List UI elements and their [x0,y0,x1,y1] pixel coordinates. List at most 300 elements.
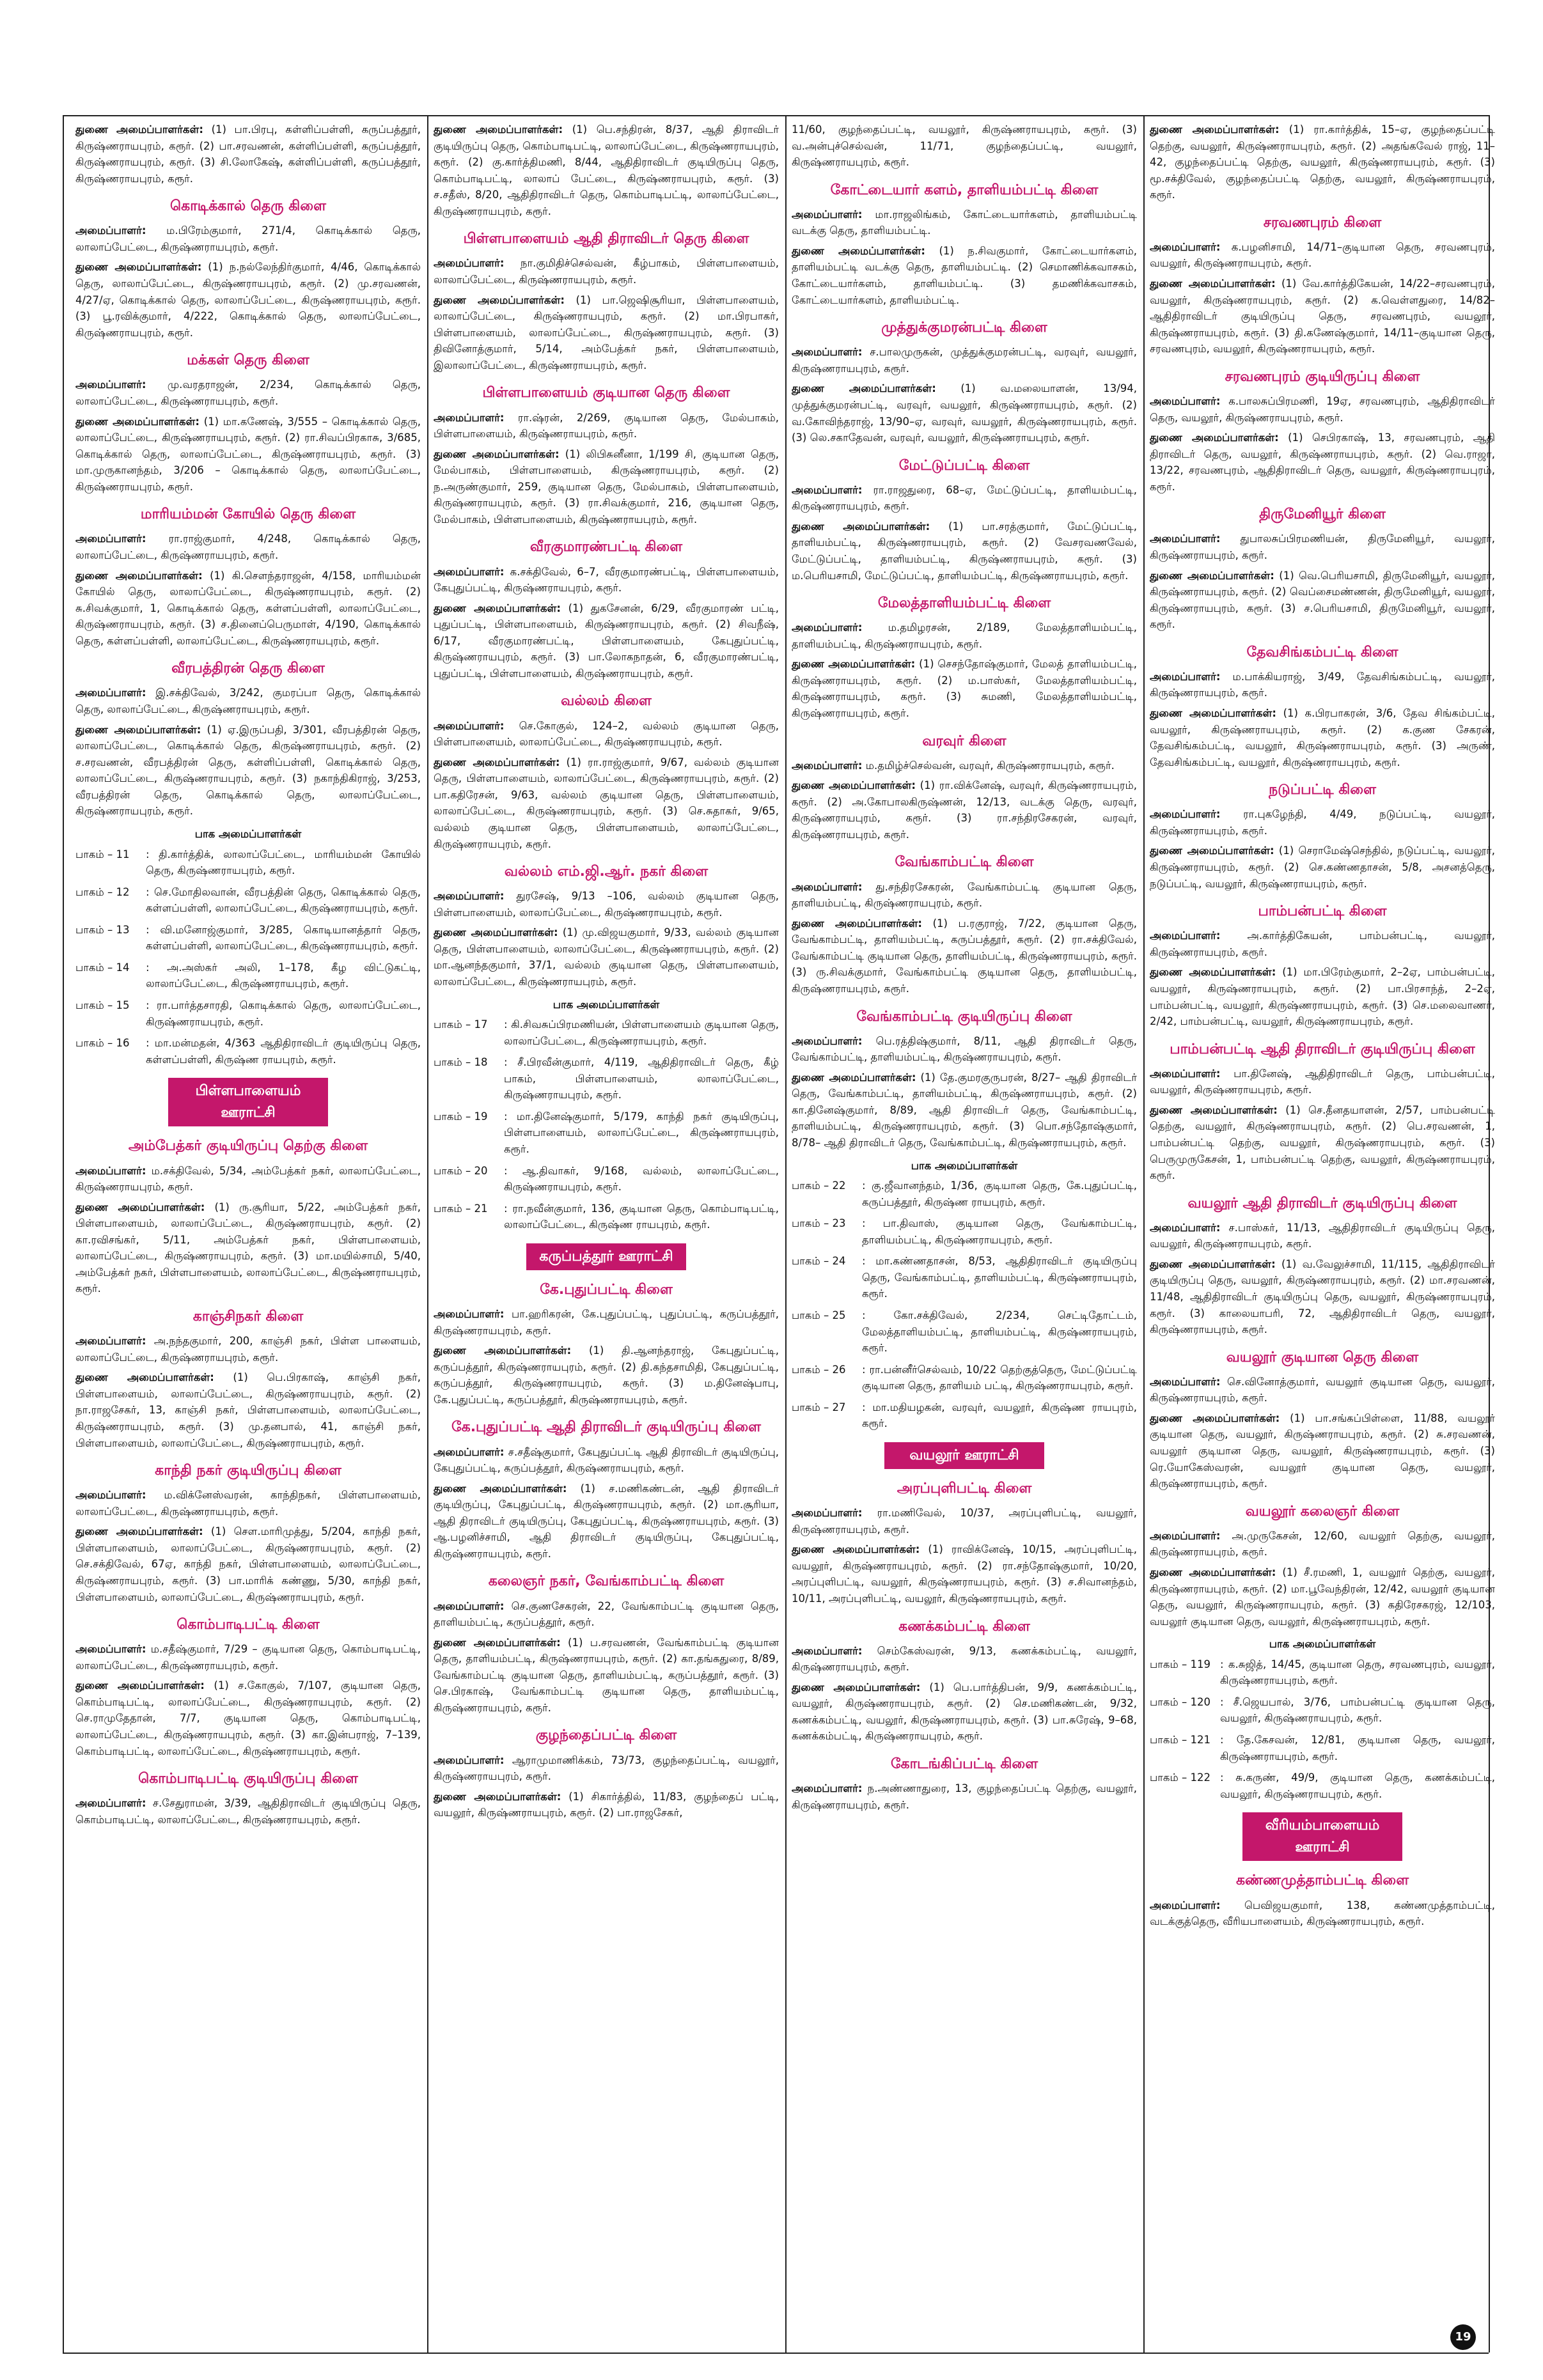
entry-text: பெ.ரத்திஷ்குமார், 8/11, ஆதி திராவிடர் தெரு, வேங்காம்பட்டி, தாளியம்பட்டி, கிருஷ்ணராயபுரம், கரூர். [792,1034,1137,1064]
part-row [75,1035,421,1068]
part-organizer: : சு.கருண், 49/9, குடியான தெரு, கணக்கம்பட்டி, வயலூர், கிருஷ்ணராயபுரம், கரூர். [1220,1771,1495,1800]
entry-text: செ.குணசேகரன், 22, வேங்காம்பட்டி குடியான தெரு, தாளியம்பட்டி, கருப்பத்தூர், கரூர். [434,1599,779,1629]
role-label: அமைப்பாளர்: [1150,1221,1221,1234]
part-number: பாகம் – 25 [792,1309,846,1322]
entry-text: (1) க.பிரபாகரன், 3/6, தேவ சிங்கம்பட்டி, வயலூர், கிருஷ்ணராயபுரம், கரூர். (2) க.குண சேகரன், தேவசிங்கம்பட்டி, வயலூர், கிருஷ்ணராயபுரம், கரூர். (3) அருண், தேவசிங்கம்பட்டி, வயலூர், கிருஷ்ணராயபுரம், கரூர். [1150,707,1495,768]
organizer-entry [434,255,779,288]
entry-text: (1) செபிரகாஷ், 13, சரவணபுரம், ஆதி திராவிடர் தெரு, வயலூர், கிருஷ்ணராயபுரம், கரூர். (2) வெ.ராஜா, 13/22, சரவணபுரம், ஆதிதிராவிடர் தெரு, வயலூர், கிருஷ்ணராயபுரம், கரூர். [1150,432,1495,493]
section-subheading: பாக அமைப்பாளர்கள் [194,827,302,840]
branch-heading: வரவுர் கிளை [922,733,1006,749]
role-label: துணை அமைப்பாளர்கள்: [75,569,203,582]
role-label: துணை அமைப்பாளர்கள்: [1150,432,1279,444]
organizer-entry [75,259,421,341]
organizer-entry [75,568,421,649]
organizer-entry [75,222,421,255]
role-label: அமைப்பாளர்: [792,1507,863,1520]
organizer-entry [1150,1564,1495,1629]
entry-text: ம.சதீஷ்குமார், 7/29 – குடியான தெரு, கொம்பாடிபட்டி, லாலாப்பேட்டை, கிருஷ்ணராயபுரம், கரூர். [75,1643,421,1672]
role-label: அமைப்பாளர்: [792,759,863,772]
entry-text: (1) வ.வேலுச்சாமி, 11/115, ஆதிதிராவிடர் குடியிருப்பு தெரு, வயலூர், கிருஷ்ணராயபுரம், கரூர். (2) மா.சரவணன், 11/48, ஆதிதிராவிடர் குடியிருப்பு தெரு, வயலூர், கிருஷ்ணராயபுரம், கரூர். (3) காலையாபரி, 72, ஆதிதிராவிடர் தெரு, வயலூர், கிருஷ்ணராயபுரம், கரூர். [1150,1257,1495,1336]
entry-text: (1) ராவிக்னேஷ், 10/15, அரப்புளிபட்டி, வயலூர், கிருஷ்ணராயபுரம், கரூர். (2) ரா.சந்தோஷ்குமார், 10/20, அரப்புளிபட்டி, வயலூர், கிருஷ்ணராயபுரம், கரூர். (3) ச.சிவானந்தம், 10/11, அரப்புளிபட்டி, வயலூர், கிருஷ்ணராயபுரம், கரூர். [792,1543,1137,1605]
entry-text: (1) ப.ரகுராஜ், 7/22, குடியான தெரு, வேங்காம்பட்டி, தாளியம்பட்டி, கருப்பத்தூர், கரூர். (2) ரா.சக்திவேல், வேங்காம்பட்டி குடியான தெரு, தாளியம்பட்டி, கிருஷ்ணராயபுரம், கரூர். (3) ரு.சிவக்குமார், வேங்காம்பட்டி குடியான தெரு, தாளியம்பட்டி, கிருஷ்ணராயபுரம், கரூர். [792,917,1137,995]
branch-heading: வயலூர் குடியான தெரு கிளை [1226,1349,1419,1365]
branch-heading: காஞ்சிநகர் கிளை [192,1309,304,1325]
branch-heading: திருமேனியூர் கிளை [1259,506,1386,523]
branch-heading: கோடங்கிப்பட்டி கிளை [890,1756,1038,1772]
organizer-entry [1150,1102,1495,1184]
role-label: அமைப்பாளர்: [1150,1067,1221,1080]
role-label: அமைப்பாளர்: [75,1335,146,1348]
part-number: பாகம் – 27 [792,1401,846,1413]
organizer-entry [434,1635,779,1716]
part-row [1150,1656,1495,1689]
panchayat-badge: பிள்ளபாளையம் ஊராட்சி [168,1078,328,1126]
entry-text: மா.ராஜலிங்கம், கோட்டையார்களம், தாளியம்பட்டி வடக்கு தெரு, தாளியம்பட்டி. [792,208,1137,237]
column-2 [434,121,779,2346]
organizer-entry [792,879,1137,912]
panchayat-badge: கருப்பத்தூர் ஊராட்சி [526,1243,686,1270]
section-subheading: பாக அமைப்பாளர்கள் [1269,1638,1376,1651]
organizer-entry [434,292,779,374]
branch-heading: மேட்டுப்பட்டி கிளை [898,457,1030,474]
part-number: பாகம் – 11 [75,848,130,860]
entry-text: (1) சௌ.மாரிமுத்து, 5/204, காந்தி நகர், பிள்ளபாளையம், லாலாப்பேட்டை, கிருஷ்ணராயபுரம், கரூர். (2) செ.சக்திவேல், 67ஏ, காந்தி நகர், பிள்ளபாளையம், லாலாப்பேட்டை, கிருஷ்ணராயபுரம், கரூர். (3) பா.மாரிக் கண்ணு, 5/30, காந்தி நகர், பிள்ளபாளையம், லாலாப்பேட்டை, கிருஷ்ணராயபுரம், கரூர். [75,1525,421,1603]
entry-text: (1) சீ.ரமணி, 1, வயலூர் தெற்கு, வயலூர், கிருஷ்ணராயபுரம், கரூர். (2) மா.பூவேந்திரன், 12/42, வயலூர் குடியான தெரு, வயலூர், கிருஷ்ணராயபுரம், கரூர். (3) கதிரேசகரஜ், 12/103, வயலூர் குடியான தெரு, வயலூர், கிருஷ்ணராயபுரம், கரூர். [1150,1566,1495,1628]
organizer-entry [792,518,1137,584]
role-label: அமைப்பாளர்: [792,621,863,634]
entry-text: (1) பெ.பார்த்திபன், 9/9, கணக்கம்பட்டி, வயலூர், கிருஷ்ணராயபுரம், கரூர். (2) செ.மணிகண்டன், 9/32, கணக்கம்பட்டி, வயலூர், கிருஷ்ணராயபுரம், கரூர். (3) பா.சுரேஷ், 9–68, கணக்கம்பட்டி, கிருஷ்ணராயபுரம், கரூர். [792,1681,1137,1743]
organizer-entry [434,1444,779,1477]
part-row [434,1054,779,1103]
organizer-entry [792,380,1137,446]
role-label: அமைப்பாளர்: [434,1308,505,1321]
organizer-entry [434,1342,779,1408]
part-organizer: : வி.மனோஜ்குமார், 3/285, கொடியானத்தார் தெரு, கள்ளப்பள்ளி, லாலாப்பேட்டை, கிருஷ்ணராயபுரம், கரூர். [146,923,421,953]
entry-text: (1) மா.பிரேம்குமார், 2–2ஏ, பாம்பன்பட்டி, வயலூர், கிருஷ்ணராயபுரம், கரூர். (2) பா.பிரசாந்த், 2–2ஏ, பாம்பன்பட்டி, வயலூர், கிருஷ்ணராயபுரம், கரூர். (3) செ.மலைவாணர், 2/42, பாம்பன்பட்டி, வயலூர், கிருஷ்ணராயபுரம், கரூர். [1150,966,1495,1028]
organizer-entry [75,1677,421,1759]
branch-heading: மக்கள் தெரு கிளை [187,352,309,369]
organizer-entry [75,1523,421,1605]
role-label: அமைப்பாளர்: [792,208,863,221]
role-label: துணை அமைப்பாளர்கள்: [1150,966,1276,979]
role-label: துணை அமைப்பாளர்கள்: [792,1681,921,1693]
role-label: துணை அமைப்பாளர்கள்: [434,1344,572,1357]
role-label: துணை அமைப்பாளர்கள்: [434,447,560,460]
organizer-entry [434,1306,779,1339]
role-label: அமைப்பாளர்: [75,1643,146,1656]
branch-heading: கொம்பாடிபட்டி குடியிருப்பு கிளை [138,1771,358,1787]
role-label: அமைப்பாளர்: [434,565,505,578]
organizer-entry [434,1789,779,1821]
organizer-entry [792,915,1137,997]
entry-text: ம.சக்திவேல், 5/34, அம்பேத்கர் நகர், லாலாப்பேட்டை, கிருஷ்ணராயபுரம், கரூர். [75,1164,421,1194]
role-label: துணை அமைப்பாளர்கள்: [434,756,560,768]
entry-text: (1) துகசேனன், 6/29, வீரகுமாரண் பட்டி, புதுப்பட்டி, பிள்ளபாளையம், கிருஷ்ணராயபுரம், கரூர். (2) சிவநீஷ், 6/17, வீரகுமாரண்பட்டி, பிள்ளபாளையம், கேபுதுப்பட்டி, கிருஷ்ணராயபுரம், கரூர். (3) பா.லோகநாதன், 6, வீரகுமாரண்பட்டி, புதுப்பட்டி, பிள்ளபாளையம், கிருஷ்ணராயபுரம், கரூர். [434,602,779,680]
part-number: பாகம் – 119 [1150,1658,1210,1670]
branch-heading: காந்தி நகர் குடியிருப்பு கிளை [155,1463,341,1479]
entry-text: (1) செசந்தோஷ்குமார், மேலத் தாளியம்பட்டி, கிருஷ்ணராயபுரம், கரூர். (2) ம.பாஸ்கர், மேலத்தாளியம்பட்டி, கிருஷ்ணராயபுரம், கரூர். (3) சுமணி, மேலத்தாளியம்பட்டி, கிருஷ்ணராயபுரம், கரூர். [792,658,1137,719]
part-row [792,1362,1137,1394]
role-label: துணை அமைப்பாளர்கள்: [792,244,925,257]
part-number: பாகம் – 17 [434,1018,488,1031]
branch-heading: வல்லம் கிளை [561,693,652,710]
entry-text: ச.சதீஷ்குமார், கேபுதுப்பட்டி ஆதி திராவிடர் குடியிருப்பு, கேபுதுப்பட்டி, கருப்பத்தூர், கிருஷ்ணராயபுரம், கரூர். [434,1445,779,1475]
organizer-entry [75,1369,421,1451]
part-organizer: : அ.அஸ்கர் அலி, 1–178, கீழ விட்டுகட்டி, லாலாப்பேட்டை, கிருஷ்ணராயபுரம், கரூர். [146,961,421,990]
role-label: அமைப்பாளர்: [792,880,863,893]
branch-heading: கோட்டையார் களம், தாளியம்பட்டி கிளை [830,182,1099,198]
role-label: துணை அமைப்பாளர்கள்: [792,1071,916,1084]
role-label: துணை அமைப்பாளர்கள்: [434,1482,567,1495]
part-organizer: : செ.மோதிலவான், வீரபத்தின் தெரு, கொடிக்கால் தெரு, கள்ளப்பள்ளி, லாலாப்பேட்டை, கிருஷ்ணராயபுரம், கரூர். [146,885,421,915]
role-label: அமைப்பாளர்: [1150,394,1221,407]
organizer-entry [434,121,779,219]
organizer-entry [792,656,1137,721]
role-label: அமைப்பாளர்: [434,890,505,903]
branch-heading: மாரியம்மன் கோயில் தெரு கிளை [140,506,356,523]
branch-heading: பிள்ளபாளையம் ஆதி திராவிடர் தெரு கிளை [463,231,749,247]
organizer-entry [1150,568,1495,633]
role-label: அமைப்பாளர்: [1150,1529,1221,1542]
entry-text: (1) மா.கணேஷ், 3/555 – கொடிக்கால் தெரு, லாலாப்பேட்டை, கிருஷ்ணராயபுரம், கரூர். (2) ரா.சிவப்பிரகாசு, 3/685, கொடிக்கால் தெரு, லாலாப்பேட்டை, கிருஷ்ணராயபுரம், கரூர். (3) மா.முருகானந்தம், 3/206 – கொடிக்கால் தெரு, லாலாப்பேட்டை, கிருஷ்ணராயபுரம், கரூர். [75,415,421,493]
part-row [75,960,421,992]
branch-heading: அம்பேத்கர் குடியிருப்பு தெற்கு கிளை [128,1138,368,1155]
entry-text: (1) வ.மலையாளன், 13/94, முத்துக்குமரன்பட்டி, வரவுர், வயலூர், கிருஷ்ணராயபுரம், கரூர். (2) வ.கோவிந்தராஜ், 13/90–ஏ, வரவுர், வயலூர், கிருஷ்ணராயபுரம், கரூர். (3) லெ.சகாதேவன், வரவுர், வயலூர், கிருஷ்ணராயபுரம், கரூர். [792,382,1137,444]
organizer-entry [1150,1220,1495,1252]
part-row [792,1215,1137,1248]
part-number: பாகம் – 22 [792,1179,846,1192]
entry-text: செம்கேஸ்வரன், 9/13, கணக்கம்பட்டி, வயலூர், கிருஷ்ணராயபுரம், கரூர். [792,1644,1137,1674]
entry-text: செ.கோகுல், 124–2, வல்லம் குடியான தெரு, பிள்ளபாளையம், லாலாப்பேட்டை, கிருஷ்ணராயபுரம், கரூர். [434,719,779,749]
role-label: துணை அமைப்பாளர்கள்: [792,779,916,792]
part-number: பாகம் – 15 [75,999,130,1011]
role-label: அமைப்பாளர்: [792,1782,863,1795]
entry-text: ச.பாலமுருகன், முத்துக்குமரன்பட்டி, வரவுர், வயலூர், கிருஷ்ணராயபுரம், கரூர். [792,346,1137,375]
organizer-entry [1150,806,1495,839]
role-label: துணை அமைப்பாளர்கள்: [75,261,202,274]
entry-text: ச.பாஸ்கர், 11/13, ஆதிதிராவிடர் குடியிருப்பு தெரு, வயலூர், கிருஷ்ணராயபுரம், கரூர். [1150,1221,1495,1250]
branch-heading: பாம்பன்பட்டி கிளை [1258,903,1387,920]
page-number: 19 [1450,2324,1476,2350]
entry-text: (1) பா.பிரபு, கள்ளிப்பள்ளி, கருப்பத்தூர், கிருஷ்ணராயபுரம், கரூர். (2) பா.சரவணன், கள்ளிப்பள்ளி, கருப்பத்தூர், கிருஷ்ணராயபுரம், கரூர். (3) சி.லோகேஷ், கள்ளிப்பள்ளி, கருப்பத்தூர், கிருஷ்ணராயபுரம், கரூர். [75,123,421,185]
branch-heading: வயலூர் ஆதி திராவிடர் குடியிருப்பு கிளை [1187,1195,1457,1211]
entry-text: (1) ச.மணிகண்டன், ஆதி திராவிடர் குடியிருப்பு, கேபுதுப்பட்டி, கிருஷ்ணராயபுரம், கரூர். (2) மா.சூரியா, ஆதி திராவிடர் குடியிருப்பு, கேபுதுப்பட்டி, கிருஷ்ணராயபுரம், கரூர். (3) ஆ.பழனிச்சாமி, ஆதி திராவிடர் குடியிருப்பு, கேபுதுப்பட்டி, கிருஷ்ணராயபுரம், கரூர். [434,1482,779,1560]
part-row [434,1108,779,1158]
organizer-entry [792,206,1137,239]
role-label: துணை அமைப்பாளர்கள்: [434,602,561,614]
part-number: பாகம் – 26 [792,1363,846,1376]
organizer-entry [434,1598,779,1631]
organizer-entry [1150,430,1495,495]
organizer-entry [792,619,1137,652]
entry-text: க.பழனிசாமி, 14/71–குடியான தெரு, சரவணபுரம், வயலூர், கிருஷ்ணராயபுரம், கரூர். [1150,240,1495,270]
column-rule [427,115,428,2353]
entry-text: (1) வே.கார்த்திகேயன், 14/22–சரவணபுரம், வயலூர், கிருஷ்ணராயபுரம், கரூர். (2) க.வெள்ளதுரை, 14/82–ஆதிதிராவிடர் குடியிருப்பு தெரு, சரவணபுரம், வயலூர், கிருஷ்ணராயபுரம், கரூர். (3) தி.கணேஷ்குமார், 14/11–குடியான தெரு, சரவணபுரம், வயலூர், கிருஷ்ணராயபுரம், கரூர். [1150,277,1495,355]
column-rule [63,115,64,2353]
entry-text: ரா.ராஜ்குமார், 4/248, கொடிக்கால் தெரு, லாலாப்பேட்டை, கிருஷ்ணராயபுரம், கரூர். [75,533,421,561]
role-label: துணை அமைப்பாளர்கள்: [792,658,916,671]
entry-text: (1) பா.ஜெஷிசூரியா, பிள்ளபாளையம், லாலாப்பேட்டை, கிருஷ்ணராயபுரம், கரூர். (2) மா.பிரபாகர், பிள்ளபாளையம், லாலாப்பேட்டை, கிருஷ்ணராயபுரம், கரூர். (3) திவினோத்குமார், 5/14, அம்பேத்கர் நகர், பிள்ளபாளையம், இலாலாப்பேட்டை, கிருஷ்ணராயபுரம், கரூர். [434,293,779,371]
role-label: துணை அமைப்பாளர்கள்: [75,1201,205,1213]
entry-text: துரசேஷ், 9/13 –106, வல்லம் குடியான தெரு, பிள்ளபாளையம், லாலாப்பேட்டை, கிருஷ்ணராயபுரம், கரூர். [434,890,779,919]
part-number: பாகம் – 24 [792,1255,846,1268]
entry-text: (1) ஏ.இருப்பதி, 3/301, வீரபத்திரன் தெரு, லாலாப்பேட்டை, கொடிக்கால் தெரு, கிருஷ்ணராயபுரம், கரூர். (2) ச.சரவணன், வீரபத்திரன் தெரு, கள்ளிப்பள்ளி, கொடிக்கால் தெரு, லாலாப்பேட்டை, கிருஷ்ணராயபுரம், கரூர். (3) நகாந்திகிராஜ், 3/253, வீரபத்திரன் தெரு, கொடிக்கால் தெரு, லாலாப்பேட்டை, கிருஷ்ணராயபுரம், கரூர். [75,723,421,818]
organizer-entry [1150,239,1495,272]
organizer-entry [1150,276,1495,357]
organizer-entry [1150,928,1495,960]
organizer-entry [792,1505,1137,1537]
entry-text: ஆராமுமாணிக்கம், 73/73, குழந்தைப்பட்டி, வயலூர், கிருஷ்ணராயபுரம், கரூர். [434,1754,779,1783]
entry-text: அ.கார்த்திகேயன், பாம்பன்பட்டி, வயலூர், கிருஷ்ணராயபுரம், கரூர். [1150,929,1495,958]
role-label: அமைப்பாளர்: [434,257,505,270]
entry-text: பெவிஜயகுமார், 138, கண்ணமுத்தாம்பட்டி, வடக்குத்தெரு, வீரியபாளையம், கிருஷ்ணராயபுரம், கரூர். [1150,1899,1495,1928]
branch-heading: பிள்ளபாளையம் குடியான தெரு கிளை [482,385,730,401]
role-label: அமைப்பாளர்: [1150,670,1221,683]
role-label: துணை அமைப்பாளர்கள்: [75,1679,205,1692]
organizer-entry [1150,843,1495,892]
panchayat-badge: வயலூர் ஊராட்சி [884,1442,1044,1469]
role-label: அமைப்பாளர்: [434,719,505,732]
entry-text: (1) ரா.விக்னேஷ், வரவுர், கிருஷ்ணராயபுரம், கரூர். (2) அ.கோபாலகிருஷ்ணன், 12/13, வடக்கு தெரு, வரவுர், கிருஷ்ணராயபுரம், கரூர். (3) ரா.சந்திரசேகரன், வரவுர், கிருஷ்ணராயபுரம், கரூர். [792,779,1137,841]
part-organizer: : கு.ஜீவானந்தம், 1/36, குடியான தெரு, கே.புதுப்பட்டி, கருப்பத்தூர், கிருஷ்ண ராயபுரம், கரூர். [862,1179,1137,1208]
organizer-entry [434,888,779,921]
branch-heading: குழந்தைப்பட்டி கிளை [535,1727,677,1744]
entry-text: (1) பா.சங்கப்பிள்ளை, 11/88, வயலூர் குடியான தெரு, வயலூர், கிருஷ்ணராயபுரம், கரூர். (2) சு.சரவணன், வயலூர் குடியான தெரு, வயலூர், கிருஷ்ணராயபுரம், கரூர். (3) ரெ.யோகேஸ்வரன், வயலூர் குடியான தெரு, வயலூர், கிருஷ்ணராயபுரம், கரூர். [1150,1412,1495,1490]
organizer-entry [1150,1897,1495,1930]
role-label: அமைப்பாளர்: [75,224,146,237]
branch-heading: கே.புதுப்பட்டி ஆதி திராவிடர் குடியிருப்பு கிளை [451,1419,761,1436]
entry-text: (1) செராமேஷ்செந்தில், நடுப்பட்டி, வயலூர், கிருஷ்ணராயபுரம், கரூர். (2) செ.கண்ணதாசன், 5/8, அசனத்தெரு, நடுப்பட்டி, வயலூர், கிருஷ்ணராயபுரம், கரூர். [1150,844,1495,890]
part-organizer: : மா.மன்மதன், 4/363 ஆதிதிராவிடர் குடியிருப்பு தெரு, கள்ளப்பள்ளி, கிருஷ்ண ராயபுரம், கரூர். [146,1037,421,1066]
organizer-entry [75,1333,421,1365]
bottom-border [63,2353,1489,2354]
entry-text: (1) பெ.பிரகாஷ், காஞ்சி நகர், பிள்ளபாளையம், லாலாப்பேட்டை, கிருஷ்ணராயபுரம், கரூர். (2) நா.ராஜசேகர், 13, காஞ்சி நகர், பிள்ளபாளையம், லாலாப்பேட்டை, கிருஷ்ணராயபுரம், கரூர். (3) மு.தனபால், 41, காஞ்சி நகர், பிள்ளபாளையம், லாலாப்பேட்டை, கிருஷ்ணராயபுரம், கரூர். [75,1371,421,1449]
branch-heading: கொடிக்கால் தெரு கிளை [170,198,326,215]
part-organizer: : மா.கண்ணதாசன், 8/53, ஆதிதிராவிடர் குடியிருப்பு தெரு, வேங்காம்பட்டி, தாளியம்பட்டி, கிருஷ்ணராயபுரம், கரூர். [862,1255,1137,1300]
role-label: துணை அமைப்பாளர்கள்: [1150,1412,1280,1424]
organizer-entry [1150,1528,1495,1560]
part-number: பாகம் – 20 [434,1164,488,1177]
branch-heading: சரவணபுரம் குடியிருப்பு கிளை [1225,368,1420,385]
role-label: அமைப்பாளர்: [434,1445,505,1458]
part-row [434,1163,779,1195]
branch-heading: கே.புதுப்பட்டி கிளை [540,1281,673,1298]
part-row [1150,1694,1495,1727]
organizer-entry [792,482,1137,515]
branch-heading: வயலூர் கலைஞர் கிளை [1245,1503,1400,1520]
entry-text: ம.பாக்கியராஜ், 3/49, தேவசிங்கம்பட்டி, வயலூர், கிருஷ்ணராயபுரம், கரூர். [1150,670,1495,699]
role-label: துணை அமைப்பாளர்கள்: [75,123,203,136]
role-label: அமைப்பாளர்: [75,378,146,391]
entry-text: து.சந்திரசேகரன், வேங்காம்பட்டி குடியான தெரு, தாளியம்பட்டி, கிருஷ்ணராயபுரம், கரூர். [792,880,1137,910]
entry-text: (1) ச.கோகுல், 7/107, குடியான தெரு, கொம்பாடிபட்டி, லாலாப்பேட்டை, கிருஷ்ணராயபுரம், கரூர். (2) செ.ராமுதேதான், 7/7, குடியான தெரு, கொம்பாடிபட்டி, லாலாப்பேட்டை, கிருஷ்ணராயபுரம், கரூர். (3) கா.இன்பராஜ், 7–139, கொம்பாடிபட்டி, லாலாப்பேட்டை, கிருஷ்ணராயபுரம், கரூர். [75,1679,421,1757]
organizer-entry [792,344,1137,377]
part-organizer: : கி.சிவசுப்பிரமணியன், பிள்ளபாளையம் குடியான தெரு, லாலாப்பேட்டை, கிருஷ்ணராயபுரம், கரூர். [504,1018,779,1047]
entry-text: (1) ரா.கார்த்திக், 15–ஏ, குழந்தைப்பட்டி தெற்கு, வயலூர், கிருஷ்ணராயபுரம், கரூர். (2) அதங்கவேல் ராஜ், 11–42, குழந்தைப்பட்டி தெற்கு, வயலூர், கிருஷ்ணராயபுரம், கரூர். (3) மூ.சக்திவேல், குழந்தைப்பட்டி தெற்கு, வயலூர், கிருஷ்ணராயபுரம், கரூர். [1150,123,1495,201]
branch-heading: நடுப்பட்டி கிளை [1269,782,1376,798]
part-organizer: : தி.கார்த்திக், லாலாப்பேட்டை, மாரியம்மன் கோயில் தெரு, கிருஷ்ணராயபுரம், கரூர். [146,848,421,877]
organizer-entry [1150,121,1495,203]
organizer-entry [434,924,779,990]
entry-text: க.சக்திவேல், 6–7, வீரகுமாரண்பட்டி, பிள்ளபாளையம், கேபுதுப்பட்டி, கிருஷ்ணராயபுரம், கரூர். [434,565,779,595]
branch-heading: தேவசிங்கம்பட்டி கிளை [1246,644,1398,660]
role-label: துணை அமைப்பாளர்கள்: [75,1371,214,1384]
role-label: துணை அமைப்பாளர்கள்: [434,1790,561,1803]
part-number: பாகம் – 122 [1150,1771,1210,1784]
part-row [75,846,421,879]
part-row [434,1201,779,1233]
branch-heading: பாம்பன்பட்டி ஆதி திராவிடர் குடியிருப்பு கிளை [1170,1041,1475,1057]
entry-text: (1) லிபிசுனீனா, 1/199 சி, குடியான தெரு, மேல்பாகம், பிள்ளபாளையம், கிருஷ்ணராயபுரம், கரூர். (2) ந.அருண்குமார், 259, குடியான தெரு, மேல்பாகம், பிள்ளபாளையம், கிருஷ்ணராயபுரம், கரூர். (3) ரா.சிவக்குமார், 216, குடியான தெரு, மேல்பாகம், பிள்ளபாளையம், கிருஷ்ணராயபுரம், கரூர். [434,447,779,525]
organizer-entry [75,1641,421,1674]
organizer-entry [1150,1410,1495,1492]
entry-text: ரா.ஷ்ரன், 2/269, குடியான தெரு, மேல்பாகம், பிள்ளபாளையம், கிருஷ்ணராயபுரம், கரூர். [434,411,779,440]
organizer-entry [1150,964,1495,1029]
entry-text: மு.வரதராஜன், 2/234, கொடிக்கால் தெரு, லாலாப்பேட்டை, கிருஷ்ணராயபுரம், கரூர். [75,378,421,407]
organizer-entry [792,1069,1137,1151]
organizer-entry [792,758,1137,774]
entry-text: ரா.ராஜதுரை, 68–ஏ, மேட்டுப்பட்டி, தாளியம்பட்டி, கிருஷ்ணராயபுரம், கரூர். [792,483,1137,513]
branch-heading: அரப்புளிபட்டி கிளை [897,1481,1032,1497]
branch-heading: சரவணபுரம் கிளை [1263,214,1382,231]
organizer-entry [75,1163,421,1195]
role-label: அமைப்பாளர்: [434,1754,505,1766]
part-row [75,997,421,1030]
branch-heading: வீரபத்திரன் தெரு கிளை [171,660,325,677]
part-organizer: : சீ.ஜெயபால், 3/76, பாம்பன்பட்டி குடியான தெரு, வயலூர், கிருஷ்ணராயபுரம், கரூர். [1220,1695,1495,1725]
column-3 [792,121,1137,2346]
part-organizer: : ஆ.திவாகர், 9/168, வல்லம், லாலாப்பேட்டை, கிருஷ்ணராயபுரம், கரூர். [504,1164,779,1194]
organizer-entry [75,377,421,409]
part-number: பாகம் – 120 [1150,1695,1210,1708]
role-label: துணை அமைப்பாளர்கள்: [792,382,936,395]
entry-text: இ.சக்திவேல், 3/242, குமரப்பா தெரு, கொடிக்கால் தெரு, லாலாப்பேட்டை, கிருஷ்ணராயபுரம், கரூர். [75,687,421,715]
role-label: அமைப்பாளர்: [1150,1899,1221,1911]
top-border [63,115,1489,116]
entry-text: ம.விக்னேஸ்வரன், காந்திநகர், பிள்ளபாளையம், லாலாப்பேட்டை, கிருஷ்ணராயபுரம், கரூர். [75,1489,421,1518]
organizer-entry [75,1487,421,1520]
part-row [75,884,421,917]
role-label: துணை அமைப்பாளர்கள்: [434,293,565,306]
part-row [792,1399,1137,1432]
entry-text: (1) பா.சரத்குமார், மேட்டுப்பட்டி, தாளியம்பட்டி, கிருஷ்ணராயபுரம், கரூர். (2) வேசரவணவேல், மேட்டுப்பட்டி, தாளியம்பட்டி, கிருஷ்ணராயபுரம், கரூர். (3) ம.பெரியசாமி, மேட்டுப்பட்டி, தாளியம்பட்டி, கிருஷ்ணராயபுரம், கரூர். [792,520,1137,582]
part-row [792,1178,1137,1210]
role-label: துணை அமைப்பாளர்கள்: [1150,707,1276,719]
organizer-entry [434,718,779,751]
entry-text: நா.குமிதிச்செல்வன், கீழ்பாகம், பிள்ளபாளையம், லாலாப்பேட்டை, கிருஷ்ணராயபுரம், கரூர். [434,257,779,286]
organizer-entry [434,446,779,528]
part-number: பாகம் – 19 [434,1110,488,1123]
organizer-entry [792,1679,1137,1745]
part-number: பாகம் – 13 [75,923,130,936]
role-label: அமைப்பாளர்: [1150,1375,1221,1388]
organizer-entry [434,1481,779,1562]
branch-heading: கணக்கம்பட்டி கிளை [898,1618,1030,1635]
entry-text: (1) தே.குமரகுருபரன், 8/27– ஆதி திராவிடர் தெரு, வேங்காம்பட்டி, தாளியம்பட்டி, கிருஷ்ணராயபுரம், கரூர். (2) கா.தினேஷ்குமார், 8/89, ஆதி திராவிடர் தெரு, வேங்காம்பட்டி, தாளியம்பட்டி, கிருஷ்ணராயபுரம், கரூர். (3) பொ.சந்தோஷ்குமார், 8/78– ஆதி திராவிடர் தெரு, வேங்காம்பட்டி, கிருஷ்ணராயபுரம், கரூர். [792,1071,1137,1149]
entry-text: ரா.மணிவேல், 10/37, அரப்புளிபட்டி, வயலூர், கிருஷ்ணராயபுரம், கரூர். [792,1507,1137,1536]
organizer-entry [75,531,421,563]
entry-text: (1) ப.சரவணன், வேங்காம்பட்டி குடியான தெரு, தாளியம்பட்டி, கிருஷ்ணராயபுரம், கரூர். (2) கா.தங்கதுரை, 8/89, வேங்காம்பட்டி குடியான தெரு, தாளியம்பட்டி, கருப்பத்தூர், கரூர். (3) செ.பிரகாஷ், வேங்காம்பட்டி குடியான தெரு, தாளியம்பட்டி, கிருஷ்ணராயபுரம், கரூர். [434,1636,779,1714]
part-row [75,922,421,954]
branch-heading: வல்லம் எம்.ஜி.ஆர். நகர் கிளை [504,864,709,880]
entry-text: (1) மு.விஜயகுமார், 9/33, வல்லம் குடியான தெரு, பிள்ளபாளையம், லாலாப்பேட்டை, கிருஷ்ணராயபுரம், கரூர். (2) மா.ஆனந்தகுமார், 37/1, வல்லம் குடியான தெரு, பிள்ளபாளையம், லாலாப்பேட்டை, கிருஷ்ணராயபுரம், கரூர். [434,926,779,988]
organizer-entry [75,414,421,495]
entry-text: க.பாலசுப்பிரமணி, 19ஏ, சரவணபுரம், ஆதிதிராவிடர் தெரு, வயலூர், கிருஷ்ணராயபுரம், கரூர். [1150,394,1495,424]
role-label: துணை அமைப்பாளர்கள்: [792,520,930,533]
branch-heading: வீரகுமாரண்பட்டி கிளை [529,539,683,556]
role-label: அமைப்பாளர்: [1150,533,1221,545]
panchayat-badge: வீரியம்பாளையம் ஊராட்சி [1242,1812,1402,1861]
role-label: துணை அமைப்பாளர்கள்: [75,723,201,736]
role-label: அமைப்பாளர்: [434,1599,505,1612]
part-row [434,1016,779,1049]
part-number: பாகம் – 23 [792,1217,846,1230]
entry-text: (1) பெ.சந்திரன், 8/37, ஆதி திராவிடர் குடியிருப்பு தெரு, கொம்பாடிபட்டி, லாலாப்பேட்டை, கிருஷ்ணராயபுரம், கரூர். (2) கு.கார்த்திமணி, 8/44, ஆதிதிராவிடர் குடியிருப்பு தெரு, கொம்பாடிபட்டி, லாலாப் பேட்டை, கிருஷ்ணராயபுரம், கரூர். (3) ச.சதீஸ், 8/20, ஆதிதிராவிடர் தெரு, கொம்பாடிபட்டி, லாலாப்பேட்டை, கிருஷ்ணராயபுரம், கரூர். [434,123,779,217]
role-label: துணை அமைப்பாளர்கள்: [1150,1566,1276,1578]
role-label: அமைப்பாளர்: [792,1034,863,1047]
organizer-entry [434,564,779,596]
part-organizer: : க.சுஜித், 14/45, குடியான தெரு, சரவணபுரம், வயலூர், கிருஷ்ணராயபுரம், கரூர். [1220,1658,1495,1687]
entry-text: (1) கி.சௌந்தராஜன், 4/158, மாரியம்மன் கோயில் தெரு, லாலாப்பேட்டை, கிருஷ்ணராயபுரம், கரூர். (2) சு.சிவக்குமார், 1, கொடிக்கால் தெரு, கள்ளப்பள்ளி, லாலாப்பேட்டை, கிருஷ்ணராயபுரம், கரூர். (3) ச.தினைப்பெருமாள், 4/190, கொடிக்கால் தெரு, கள்ளப்பள்ளி, லாலாப்பேட்டை, கிருஷ்ணராயபுரம், கரூர். [75,569,421,647]
part-organizer: : பா.திவாஸ், குடியான தெரு, வேங்காம்பட்டி, தாளியம்பட்டி, கிருஷ்ணராயபுரம், கரூர். [862,1217,1137,1246]
column-1 [75,121,421,2346]
organizer-entry [792,121,1137,171]
entry-text: (1) தி.ஆனந்தராஜ், கேபுதுப்பட்டி, கருப்பத்தூர், கிருஷ்ணராயபுரம், கரூர். (2) தி.கந்தசாமிதி, கேபுதுப்பட்டி, கருப்பத்தூர், கிருஷ்ணராயபுரம், கரூர். (3) ம.தினேஷ்பாபு, கே.புதுப்பட்டி, கருப்பத்தூர், கிருஷ்ணராயபுரம், கரூர். [434,1344,779,1406]
organizer-entry [75,1199,421,1297]
role-label: அமைப்பாளர்: [792,1644,863,1657]
entry-text: (1) ரா.ராஜ்குமார், 9/67, வல்லம் குடியான தெரு, பிள்ளபாளையம், லாலாப்பேட்டை, கிருஷ்ணராயபுரம், கரூர். (2) பா.கதிரேசன், 9/63, வல்லம் குடியான தெரு, பிள்ளபாளையம், லாலாப்பேட்டை, கிருஷ்ணராயபுரம், கரூர். (3) செ.சுதாகர், 9/65, வல்லம் குடியான தெரு, பிள்ளபாளையம், லாலாப்பேட்டை, கிருஷ்ணராயபுரம், கரூர். [434,756,779,850]
organizer-entry [792,1033,1137,1066]
part-number: பாகம் – 12 [75,885,130,898]
role-label: துணை அமைப்பாளர்கள்: [1150,1103,1278,1116]
section-subheading: பாக அமைப்பாளர்கள் [552,998,660,1011]
column-4 [1150,121,1495,2346]
role-label: துணை அமைப்பாளர்கள்: [792,917,922,929]
role-label: அமைப்பாளர்: [75,687,146,699]
entry-text: ம.பிரேம்குமார், 271/4, கொடிக்கால் தெரு, லாலாப்பேட்டை, கிருஷ்ணராயபுரம், கரூர். [75,224,421,253]
organizer-entry [1150,705,1495,770]
branch-heading: கலைஞர் நகர், வேங்காம்பட்டி கிளை [488,1573,725,1590]
entry-text: அ.நந்தகுமார், 200, காஞ்சி நகர், பிள்ள பாளையம், லாலாப்பேட்டை, கிருஷ்ணராயபுரம், கரூர். [75,1335,421,1364]
part-organizer: : ரா.நவீன்குமார், 136, குடியான தெரு, கொம்பாடிபட்டி, லாலாப்பேட்டை, கிருஷ்ண ராயபுரம், கரூர். [504,1202,779,1231]
part-organizer: : மா.மதியழகன், வரவுர், வயலூர், கிருஷ்ண ராயபுரம், கரூர். [862,1401,1137,1430]
part-row [792,1307,1137,1357]
entry-text: துபாலசுப்பிரமணியன், திருமேனியூர், வயலூர், கிருஷ்ணராயபுரம், கரூர். [1150,533,1495,561]
part-organizer: : தே.கேசவன், 12/81, குடியான தெரு, வயலூர், கிருஷ்ணராயபுரம், கரூர். [1220,1734,1495,1762]
part-organizer: : ரா.பார்த்தசாரதி, கொடிக்கால் தெரு, லாலாப்பேட்டை, கிருஷ்ணராயபுரம், கரூர். [146,999,421,1028]
organizer-entry [1150,1256,1495,1338]
entry-text: அ.முருகேசன், 12/60, வயலூர் தெற்கு, வயலூர், கிருஷ்ணராயபுரம், கரூர். [1150,1529,1495,1559]
organizer-entry [1150,1374,1495,1406]
role-label: அமைப்பாளர்: [792,346,863,359]
role-label: அமைப்பாளர்: [1150,808,1221,821]
column-rule [1143,115,1145,2353]
part-row [1150,1732,1495,1764]
organizer-entry [792,243,1137,308]
entry-text: (1) செ.தீனதயாளன், 2/57, பாம்பன்பட்டி தெற்கு, வயலூர், கிருஷ்ணராயபுரம், கரூர். (2) பெ.சரவணன், 1, பாம்பன்பட்டி தெற்கு, வயலூர், கிருஷ்ணராயபுரம், கரூர். (3) பெருமுருகேசன், 1, பாம்பன்பட்டி தெற்கு, வயலூர், கிருஷ்ணராயபுரம், கரூர். [1150,1103,1495,1182]
role-label: துணை அமைப்பாளர்கள்: [792,1543,920,1556]
entry-text: (1) வெ.பெரியசாமி, திருமேனியூர், வயலூர், கிருஷ்ணராயபுரம், கரூர். (2) வெப்சைமண்ணன், திருமேனியூர், வயலூர், கிருஷ்ணராயபுரம், கரூர். (3) ச.பெரியசாமி, திருமேனியூர், வயலூர், கரூர். [1150,569,1495,631]
part-organizer: : மா.தினேஷ்குமார், 5/179, காந்தி நகர் குடியிருப்பு, பிள்ளபாளையம், லாலாப்பேட்டை, கிருஷ்ணராயபுரம், கரூர். [504,1110,779,1156]
role-label: அமைப்பாளர்: [1150,240,1221,253]
part-organizer: : சீ.பிரவீன்குமார், 4/119, ஆதிதிராவிடர் தெரு, கீழ் பாகம், பிள்ளபாளையம், லாலாப்பேட்டை, கிருஷ்ணராயபுரம், கரூர். [504,1056,779,1101]
entry-text: பா.ஹரிகரன், கே.புதுப்பட்டி, புதுப்பட்டி, கருப்பத்தூர், கிருஷ்ணராயபுரம், கரூர். [434,1308,779,1337]
organizer-entry [792,777,1137,843]
entry-text: ச.சேதுராமன், 3/39, ஆதிதிராவிடர் குடியிருப்பு தெரு, கொம்பாடிபட்டி, லாலாப்பேட்டை, கிருஷ்ணராயபுரம், கரூர். [75,1797,421,1826]
part-organizer: : ரா.பன்னீர்செல்வம், 10/22 தெற்குத்தெரு, மேட்டுப்பட்டி குடியான தெரு, தாளியம் பட்டி, கிருஷ்ணராயபுரம், கரூர். [862,1363,1137,1392]
entry-text: ம.தமிழரசன், 2/189, மேலத்தாளியம்பட்டி, தாளியம்பட்டி, கிருஷ்ணராயபுரம், கரூர். [792,621,1137,650]
role-label: துணை அமைப்பாளர்கள்: [434,123,563,136]
